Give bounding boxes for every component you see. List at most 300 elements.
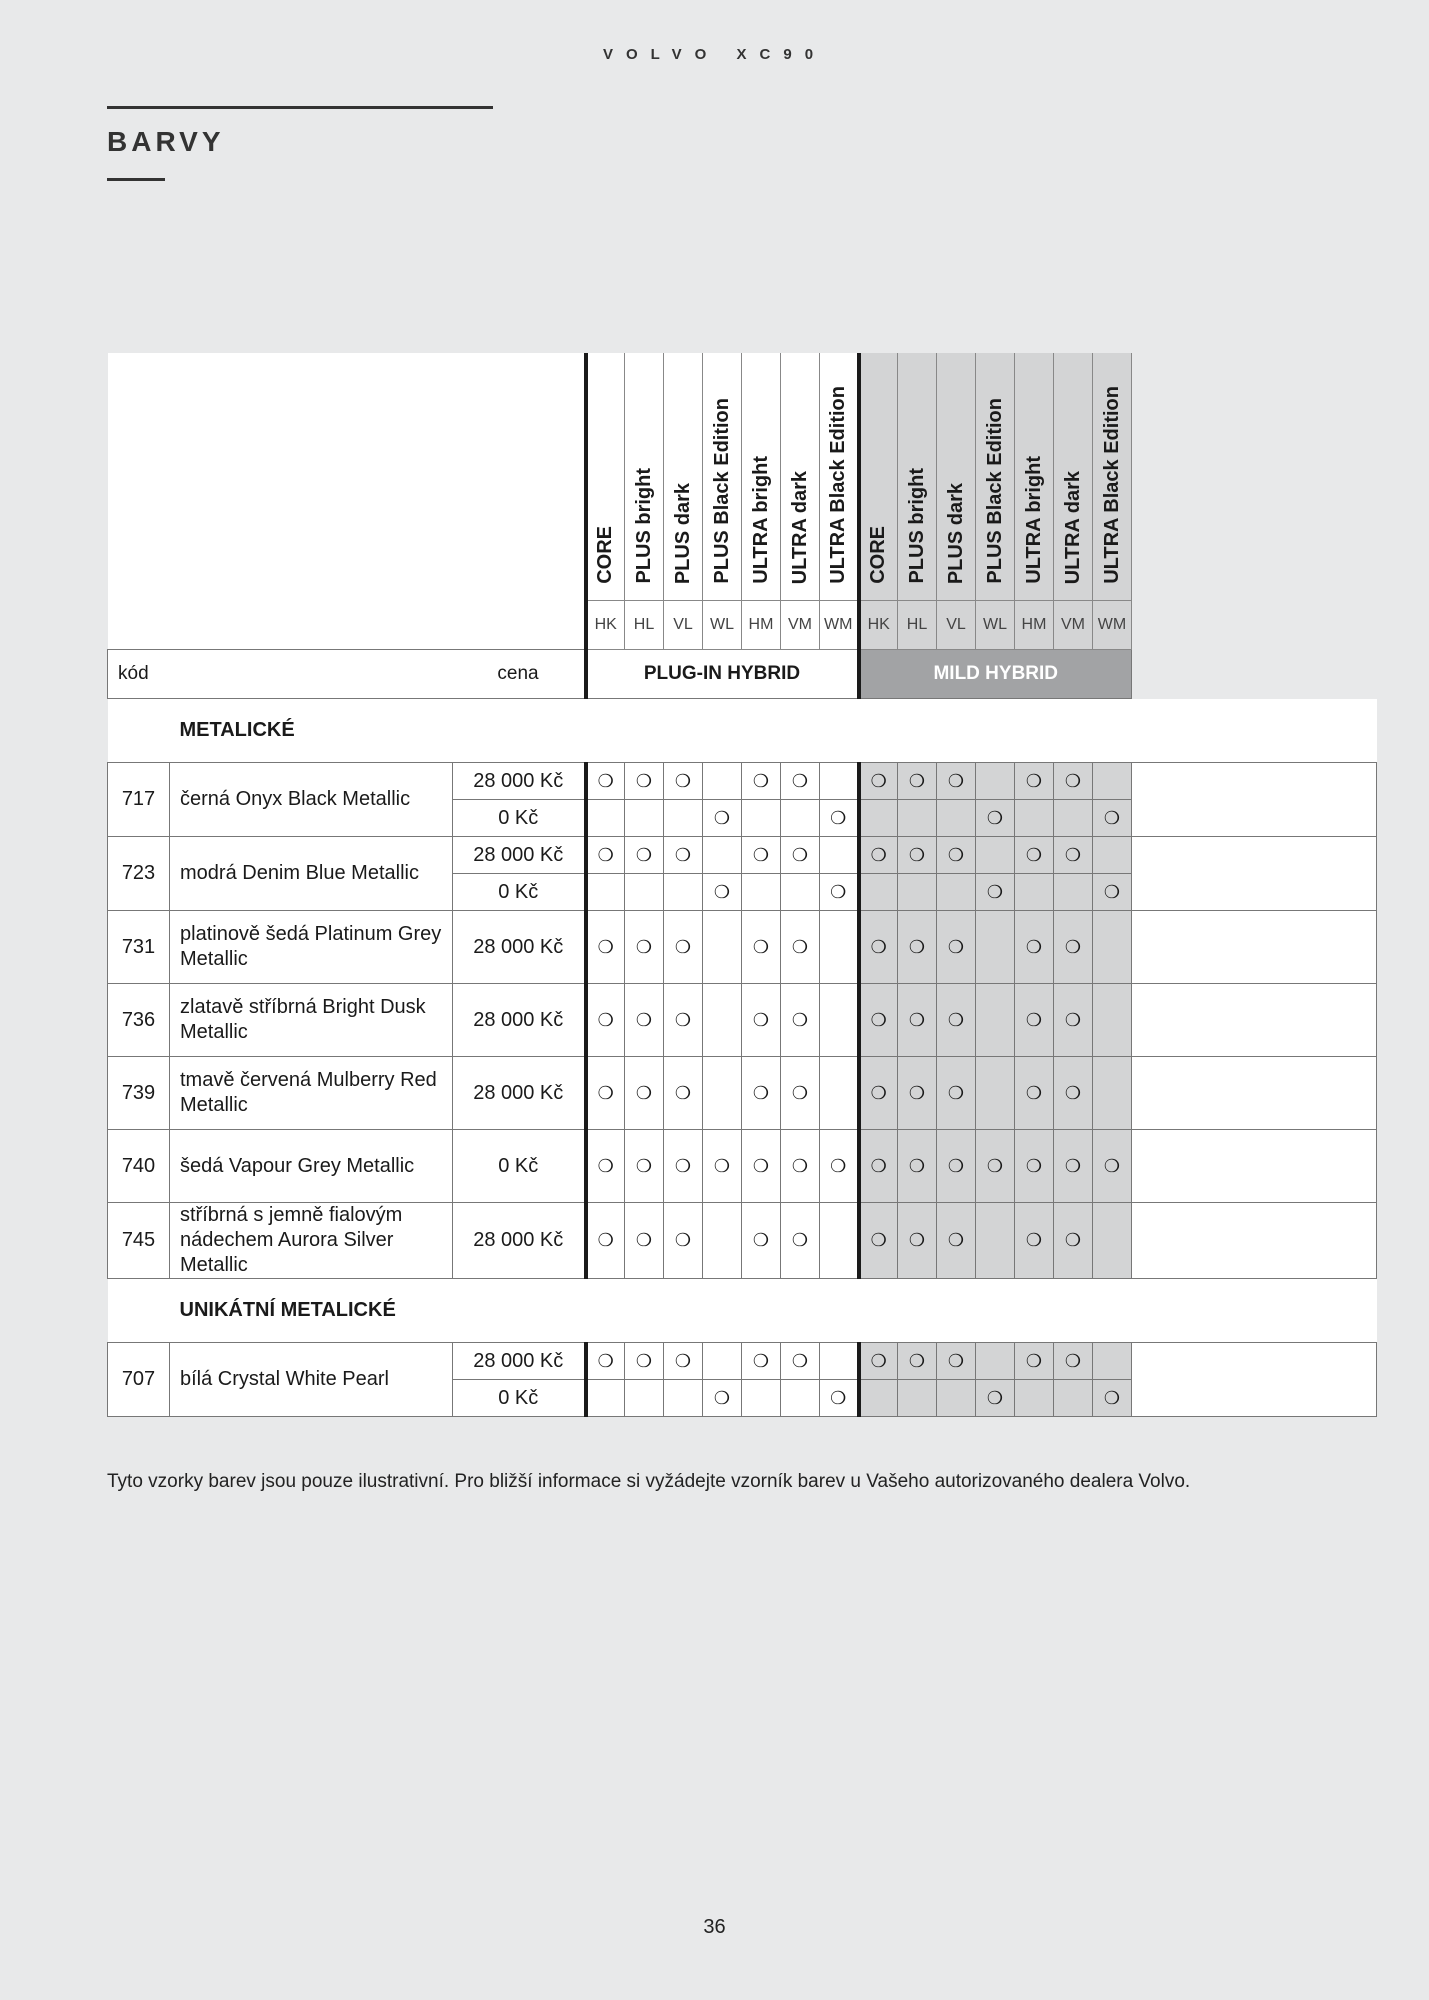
availability-cell <box>1093 1203 1132 1279</box>
availability-cell <box>703 1130 742 1203</box>
availability-cell <box>703 911 742 984</box>
availability-cell <box>898 1130 937 1203</box>
available-dot: ❍ <box>1025 1009 1043 1030</box>
availability-cell <box>820 1203 859 1279</box>
available-dot: ❍ <box>1103 807 1121 828</box>
availability-cell <box>820 1130 859 1203</box>
available-dot: ❍ <box>674 1350 692 1371</box>
mild-hybrid-label: MILD HYBRID <box>859 650 1132 699</box>
availability-cell <box>1093 1343 1132 1380</box>
available-dot: ❍ <box>752 1155 770 1176</box>
available-dot: ❍ <box>752 1009 770 1030</box>
available-dot: ❍ <box>870 1230 887 1250</box>
table-row <box>108 1203 1377 1279</box>
availability-cell <box>1015 1380 1054 1417</box>
color-code: 717 <box>108 763 170 837</box>
top-rule <box>107 106 493 109</box>
availability-cell <box>859 1380 898 1417</box>
availability-cell <box>664 1130 703 1203</box>
available-dot: ❍ <box>1064 1350 1082 1371</box>
trim-core: CORE <box>867 526 890 584</box>
trim-plus-black-edition: PLUS Black Edition <box>710 398 733 584</box>
availability-cell <box>1015 1057 1054 1130</box>
availability-cell <box>1054 1343 1093 1380</box>
availability-cell <box>1093 874 1132 911</box>
availability-cell <box>976 763 1015 800</box>
available-dot: ❍ <box>1064 1082 1082 1103</box>
available-dot: ❍ <box>635 1009 653 1030</box>
section-row <box>108 1279 1377 1343</box>
availability-cell <box>1093 763 1132 800</box>
kod-label: kód <box>108 650 453 699</box>
available-dot: ❍ <box>635 770 653 791</box>
available-dot: ❍ <box>870 1009 887 1030</box>
available-dot: ❍ <box>1064 1230 1082 1250</box>
trim-code: VL <box>937 601 976 650</box>
available-dot: ❍ <box>752 1230 770 1250</box>
availability-cell <box>781 763 820 800</box>
availability-cell <box>703 874 742 911</box>
table-row <box>108 1130 1377 1203</box>
availability-cell <box>976 800 1015 837</box>
available-dot: ❍ <box>1025 1230 1043 1250</box>
availability-cell <box>859 1057 898 1130</box>
trim-code: HM <box>742 601 781 650</box>
availability-cell <box>742 763 781 800</box>
availability-cell <box>859 763 898 800</box>
availability-cell <box>1015 1343 1054 1380</box>
available-dot: ❍ <box>674 770 692 791</box>
price: 0 Kč <box>453 874 586 911</box>
availability-cell <box>859 911 898 984</box>
available-dot: ❍ <box>635 1082 653 1103</box>
available-dot: ❍ <box>597 1230 614 1250</box>
available-dot: ❍ <box>597 770 614 791</box>
availability-cell <box>898 800 937 837</box>
price: 0 Kč <box>453 800 586 837</box>
page-title: BARVY <box>107 126 225 157</box>
available-dot: ❍ <box>870 1082 887 1103</box>
available-dot: ❍ <box>713 1387 731 1408</box>
available-dot: ❍ <box>791 844 809 865</box>
availability-cell <box>625 1380 664 1417</box>
trim-code: HK <box>586 601 625 650</box>
price: 0 Kč <box>453 1380 586 1417</box>
trim-code: HL <box>625 601 664 650</box>
availability-cell <box>586 800 625 837</box>
available-dot: ❍ <box>1064 770 1082 791</box>
availability-cell <box>781 1343 820 1380</box>
availability-cell <box>1054 837 1093 874</box>
trim-code: WM <box>1093 601 1132 650</box>
availability-cell <box>937 1203 976 1279</box>
availability-cell <box>781 874 820 911</box>
availability-cell <box>781 1057 820 1130</box>
trim-code: HM <box>1015 601 1054 650</box>
available-dot: ❍ <box>713 1155 731 1176</box>
color-name: černá Onyx Black Metallic <box>170 763 453 837</box>
availability-cell <box>664 763 703 800</box>
available-dot: ❍ <box>1103 881 1121 902</box>
trim-ultra-black-edition: ULTRA Black Edition <box>826 386 849 584</box>
availability-cell <box>820 874 859 911</box>
availability-cell <box>781 800 820 837</box>
availability-cell <box>937 984 976 1057</box>
availability-cell <box>976 837 1015 874</box>
section-title: UNIKÁTNÍ METALICKÉ <box>170 1279 1377 1343</box>
availability-cell <box>1093 984 1132 1057</box>
color-swatch-cell <box>1132 1130 1377 1203</box>
availability-cell <box>898 837 937 874</box>
color-code: 707 <box>108 1343 170 1417</box>
availability-cell <box>586 1203 625 1279</box>
availability-cell <box>1054 984 1093 1057</box>
available-dot: ❍ <box>947 1350 965 1371</box>
table-row <box>108 763 1377 800</box>
availability-cell <box>625 837 664 874</box>
table-row <box>108 1057 1377 1130</box>
availability-cell <box>1054 874 1093 911</box>
color-code: 731 <box>108 911 170 984</box>
availability-cell <box>1093 837 1132 874</box>
availability-cell <box>742 1057 781 1130</box>
available-dot: ❍ <box>1103 1155 1121 1176</box>
availability-cell <box>1093 1057 1132 1130</box>
color-code: 739 <box>108 1057 170 1130</box>
availability-cell <box>742 837 781 874</box>
available-dot: ❍ <box>674 1009 692 1030</box>
availability-cell <box>703 763 742 800</box>
table-row <box>108 984 1377 1057</box>
available-dot: ❍ <box>870 936 887 957</box>
available-dot: ❍ <box>830 881 847 902</box>
available-dot: ❍ <box>791 770 809 791</box>
availability-cell <box>586 837 625 874</box>
available-dot: ❍ <box>1103 1387 1121 1408</box>
available-dot: ❍ <box>870 844 887 865</box>
available-dot: ❍ <box>752 770 770 791</box>
availability-cell <box>1054 911 1093 984</box>
available-dot: ❍ <box>908 844 926 865</box>
available-dot: ❍ <box>597 844 614 865</box>
available-dot: ❍ <box>947 936 965 957</box>
availability-cell <box>1054 763 1093 800</box>
price: 28 000 Kč <box>453 1057 586 1130</box>
available-dot: ❍ <box>908 1009 926 1030</box>
availability-cell <box>898 1343 937 1380</box>
color-name: bílá Crystal White Pearl <box>170 1343 453 1417</box>
available-dot: ❍ <box>791 1350 809 1371</box>
availability-cell <box>1054 1203 1093 1279</box>
availability-cell <box>664 1057 703 1130</box>
availability-cell <box>1015 1203 1054 1279</box>
color-swatch-cell <box>1132 763 1377 837</box>
cena-label: cena <box>453 650 586 699</box>
trim-header-row <box>108 353 1377 601</box>
availability-cell <box>664 1380 703 1417</box>
available-dot: ❍ <box>635 844 653 865</box>
availability-cell <box>898 874 937 911</box>
available-dot: ❍ <box>1064 1155 1082 1176</box>
availability-cell <box>625 984 664 1057</box>
color-swatch-cell <box>1132 911 1377 984</box>
availability-cell <box>664 1343 703 1380</box>
availability-cell <box>781 911 820 984</box>
available-dot: ❍ <box>674 1155 692 1176</box>
availability-cell <box>781 1130 820 1203</box>
available-dot: ❍ <box>1025 1082 1043 1103</box>
availability-cell <box>586 1380 625 1417</box>
availability-cell <box>781 1380 820 1417</box>
available-dot: ❍ <box>791 936 809 957</box>
trim-code: VL <box>664 601 703 650</box>
trim-code: WM <box>820 601 859 650</box>
availability-cell <box>625 1343 664 1380</box>
availability-cell <box>820 984 859 1057</box>
available-dot: ❍ <box>635 936 653 957</box>
trim-code: HL <box>898 601 937 650</box>
availability-cell <box>586 1343 625 1380</box>
availability-cell <box>742 800 781 837</box>
availability-cell <box>664 1203 703 1279</box>
available-dot: ❍ <box>752 844 770 865</box>
available-dot: ❍ <box>752 1082 770 1103</box>
trim-ultra-dark: ULTRA dark <box>788 470 811 584</box>
availability-cell <box>703 837 742 874</box>
availability-cell <box>937 1057 976 1130</box>
available-dot: ❍ <box>908 936 926 957</box>
title-underline <box>107 178 165 181</box>
availability-cell <box>664 984 703 1057</box>
available-dot: ❍ <box>947 770 965 791</box>
available-dot: ❍ <box>713 807 731 828</box>
availability-cell <box>976 1343 1015 1380</box>
availability-cell <box>586 984 625 1057</box>
color-swatch-cell <box>1132 1203 1377 1279</box>
availability-cell <box>976 1203 1015 1279</box>
availability-cell <box>1093 800 1132 837</box>
availability-cell <box>1093 911 1132 984</box>
trim-ultra-bright: ULTRA bright <box>749 456 772 584</box>
availability-cell <box>820 837 859 874</box>
available-dot: ❍ <box>908 1230 926 1250</box>
available-dot: ❍ <box>1025 770 1043 791</box>
availability-cell <box>742 874 781 911</box>
color-swatch-cell <box>1132 1057 1377 1130</box>
availability-cell <box>820 1343 859 1380</box>
available-dot: ❍ <box>791 1009 809 1030</box>
availability-cell <box>1093 1130 1132 1203</box>
unique-metallic-rows <box>108 1343 1377 1417</box>
availability-cell <box>859 837 898 874</box>
trim-ultra-black-edition: ULTRA Black Edition <box>1100 386 1123 584</box>
available-dot: ❍ <box>791 1155 809 1176</box>
availability-cell <box>781 984 820 1057</box>
trim-plus-black-edition: PLUS Black Edition <box>983 398 1006 584</box>
availability-cell <box>586 1130 625 1203</box>
availability-cell <box>1015 984 1054 1057</box>
available-dot: ❍ <box>1064 844 1082 865</box>
color-name: modrá Denim Blue Metallic <box>170 837 453 911</box>
availability-cell <box>703 1343 742 1380</box>
section-row <box>108 699 1377 763</box>
available-dot: ❍ <box>947 1082 965 1103</box>
availability-cell <box>625 911 664 984</box>
availability-cell <box>781 837 820 874</box>
availability-cell <box>1015 763 1054 800</box>
availability-cell <box>625 1057 664 1130</box>
availability-cell <box>703 1380 742 1417</box>
price: 28 000 Kč <box>453 763 586 800</box>
available-dot: ❍ <box>597 1082 614 1103</box>
availability-cell <box>937 874 976 911</box>
available-dot: ❍ <box>674 1230 692 1250</box>
available-dot: ❍ <box>1025 844 1043 865</box>
availability-cell <box>1054 1130 1093 1203</box>
color-name: tmavě červená Mulberry Red Metallic <box>170 1057 453 1130</box>
availability-cell <box>820 800 859 837</box>
available-dot: ❍ <box>597 936 614 957</box>
availability-cell <box>937 837 976 874</box>
available-dot: ❍ <box>713 881 731 902</box>
available-dot: ❍ <box>830 1155 847 1176</box>
available-dot: ❍ <box>791 1230 809 1250</box>
availability-cell <box>937 800 976 837</box>
availability-cell <box>664 874 703 911</box>
availability-cell <box>859 800 898 837</box>
availability-cell <box>781 1203 820 1279</box>
availability-cell <box>664 800 703 837</box>
price: 28 000 Kč <box>453 1343 586 1380</box>
availability-cell <box>937 763 976 800</box>
trim-code: WL <box>703 601 742 650</box>
availability-cell <box>859 874 898 911</box>
available-dot: ❍ <box>1064 936 1082 957</box>
availability-cell <box>1054 1380 1093 1417</box>
trim-core: CORE <box>594 526 617 584</box>
availability-cell <box>976 1130 1015 1203</box>
available-dot: ❍ <box>908 770 926 791</box>
availability-cell <box>898 763 937 800</box>
availability-cell <box>937 1343 976 1380</box>
available-dot: ❍ <box>1064 1009 1082 1030</box>
availability-cell <box>976 1380 1015 1417</box>
availability-cell <box>1054 1057 1093 1130</box>
trim-ultra-dark: ULTRA dark <box>1061 470 1084 584</box>
availability-cell <box>703 1057 742 1130</box>
availability-cell <box>1015 837 1054 874</box>
available-dot: ❍ <box>791 1082 809 1103</box>
available-dot: ❍ <box>947 1230 965 1250</box>
color-name: šedá Vapour Grey Metallic <box>170 1130 453 1203</box>
table-row <box>108 1343 1377 1380</box>
availability-cell <box>625 800 664 837</box>
availability-cell <box>1015 800 1054 837</box>
availability-cell <box>586 911 625 984</box>
availability-cell <box>1015 911 1054 984</box>
trim-code: HK <box>859 601 898 650</box>
availability-cell <box>703 1203 742 1279</box>
availability-cell <box>859 1203 898 1279</box>
availability-cell <box>937 911 976 984</box>
available-dot: ❍ <box>597 1155 614 1176</box>
availability-cell <box>976 911 1015 984</box>
trim-code: VM <box>1054 601 1093 650</box>
availability-cell <box>742 1380 781 1417</box>
available-dot: ❍ <box>986 881 1004 902</box>
color-name: zlatavě stříbrná Bright Dusk Metallic <box>170 984 453 1057</box>
availability-cell <box>625 1130 664 1203</box>
availability-cell <box>859 1130 898 1203</box>
availability-cell <box>898 984 937 1057</box>
availability-cell <box>1015 874 1054 911</box>
header-blank <box>108 353 586 650</box>
available-dot: ❍ <box>635 1155 653 1176</box>
color-code: 736 <box>108 984 170 1057</box>
color-code: 745 <box>108 1203 170 1279</box>
metallic-rows <box>108 763 1377 1279</box>
table-row <box>108 837 1377 874</box>
table-row <box>108 911 1377 984</box>
section-title: METALICKÉ <box>170 699 1377 763</box>
availability-cell <box>742 1130 781 1203</box>
available-dot: ❍ <box>597 1009 614 1030</box>
trim-plus-dark: PLUS dark <box>944 482 967 584</box>
availability-cell <box>976 1057 1015 1130</box>
color-code: 723 <box>108 837 170 911</box>
availability-cell <box>1093 1380 1132 1417</box>
availability-cell <box>625 874 664 911</box>
color-name: stříbrná s jemně fialovým nádechem Aurora Silver Metallic <box>170 1203 453 1279</box>
availability-cell <box>703 800 742 837</box>
availability-cell <box>586 763 625 800</box>
price: 28 000 Kč <box>453 837 586 874</box>
available-dot: ❍ <box>752 1350 770 1371</box>
available-dot: ❍ <box>986 807 1004 828</box>
available-dot: ❍ <box>674 936 692 957</box>
page-number: 36 <box>703 1916 726 1938</box>
available-dot: ❍ <box>635 1230 653 1250</box>
available-dot: ❍ <box>947 844 965 865</box>
availability-cell <box>976 874 1015 911</box>
available-dot: ❍ <box>1025 936 1043 957</box>
trim-code: WL <box>976 601 1015 650</box>
availability-cell <box>742 1203 781 1279</box>
available-dot: ❍ <box>908 1350 926 1371</box>
availability-cell <box>586 1057 625 1130</box>
availability-cell <box>859 1343 898 1380</box>
color-code: 740 <box>108 1130 170 1203</box>
available-dot: ❍ <box>870 1155 887 1176</box>
availability-cell <box>859 984 898 1057</box>
availability-cell <box>742 1343 781 1380</box>
available-dot: ❍ <box>674 1082 692 1103</box>
availability-cell <box>937 1380 976 1417</box>
trim-plus-bright: PLUS bright <box>632 468 655 584</box>
availability-cell <box>820 911 859 984</box>
price: 0 Kč <box>453 1130 586 1203</box>
availability-cell <box>820 763 859 800</box>
availability-cell <box>976 984 1015 1057</box>
trim-plus-dark: PLUS dark <box>671 482 694 584</box>
availability-cell <box>742 911 781 984</box>
available-dot: ❍ <box>830 807 847 828</box>
color-swatch-cell <box>1132 984 1377 1057</box>
availability-cell <box>820 1057 859 1130</box>
availability-cell <box>898 1057 937 1130</box>
availability-cell <box>625 1203 664 1279</box>
plug-in-hybrid-label: PLUG-IN HYBRID <box>586 650 859 699</box>
